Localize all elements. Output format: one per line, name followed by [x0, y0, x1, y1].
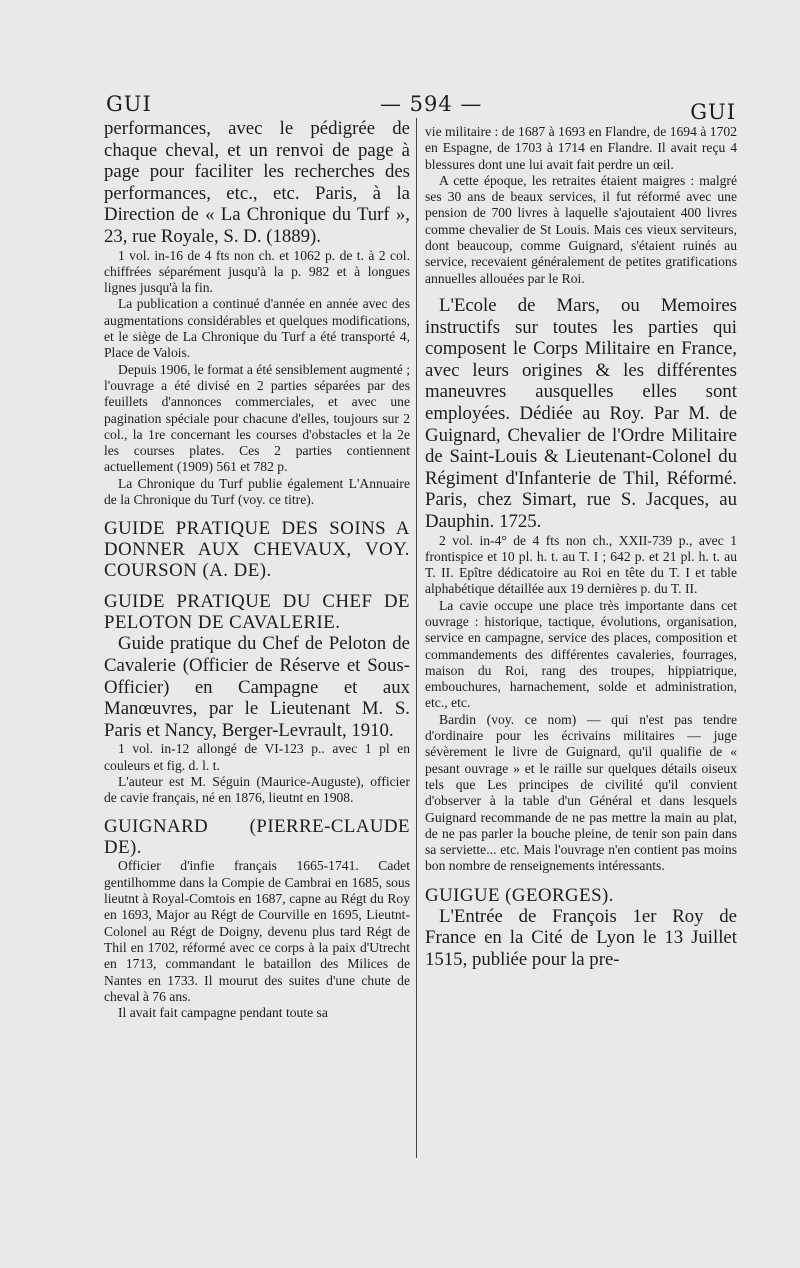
entry-biography: vie militaire : de 1687 à 1693 en Flandre, de 1694 à 1702 en Espagne, de 1703 à 1714 en Flandre. Il avait reçu 4 blessures dont une lui avait fait perdre un œil. — [425, 124, 737, 172]
entry-note: Bardin (voy. ce nom) — qui n'est pas tendre d'ordinaire pour les écrivains militaires — juge sévèrement le livre de Guignard, qu'il qualifie de « pesant ouvrage » et le raille sur quelques détails oiseux tels que Les principes de civilité qu'il convient d'observer à la table d'un Général et dans lesquels Guignard recommande de ne pas mettre la main au plat, de ne pas parler la bouche pleine, de tenir son pain dans sa serviette... etc. Mais l'ouvrage n'en contient pas moins bon nombre de renseignements intéressants. — [425, 711, 737, 874]
right-column — [425, 124, 737, 971]
entry-biography: A cette époque, les retraites étaient maigres : malgré ses 30 ans de beaux services, il fut réformé avec une pension de 700 livres à laquelle s'ajoutaient 400 livres comme chevalier de St Louis. Mais ces vieux serviteurs, dont beaucoup, comme Guignard, s'étaient ruinés au service, recevaient généralement de petites gratifications annuelles allouées par le Roi. — [425, 172, 737, 286]
entry-text: performances, avec le pédigrée de chaque cheval, et un renvoi de page à page pour faciliter les recherches des performances, etc., etc. Paris, à la Direction de « La Chronique du Turf », 23, rue Royale, S. D. (1889). — [104, 118, 410, 247]
entry-note: La cavie occupe une place très importante dans cet ouvrage : historique, tactique, évolutions, organisation, service en campagne, service des places, composition et commandements des différentes cavaleries, fourrages, maison du Roi, rang des troupes, hippiatrique, embouchures, harnachement, solde et administration, etc., etc. — [425, 597, 737, 711]
entry-heading: GUIDE PRATIQUE DU CHEF DE PELOTON DE CAVALERIE. — [104, 591, 410, 634]
page-number: — 594 — — [380, 92, 483, 116]
entry-title: Guide pratique du Chef de Peloton de Cavalerie (Officier de Réserve et Sous-Officier) en Campagne et aux Manœuvres, par le Lieutenant M. S. Paris et Nancy, Berger-Levrault, 1910. — [104, 633, 410, 741]
entry-note: La Chronique du Turf publie également L'Annuaire de la Chronique du Turf (voy. ce titre). — [104, 475, 410, 508]
running-head-left: GUI — [106, 92, 152, 116]
entry-title: L'Ecole de Mars, ou Memoires instructifs sur toutes les parties qui composent le Corps Militaire en France, avec leurs origines & les différentes maneuvres ausquelles elles sont employées. Dédiée au Roy. Par M. de Guignard, Chevalier de l'Ordre Militaire de Saint-Louis & Lieutenant-Colonel du Régiment d'Infanterie de Thil, Réformé. Paris, chez Simart, rue S. Jacques, au Dauphin. 1725. — [425, 294, 737, 532]
entry-biography: Officier d'infie français 1665-1741. Cadet gentilhomme dans la Compie de Cambrai en 1685, sous lieutnt à Royal-Comtois en 1687, capne au Régt du Roy en 1693, Major au Régt de Courville en 1695, Lieutnt-Colonel au Régt de Doigny, devenu plus tard Régt de Thil en 1702, réformé avec ce corps à la paix d'Utrecht en 1713, commandant le bataillon des Milices de Nantes en 1733. Il mourut des suites d'une chute de cheval à 76 ans. — [104, 858, 410, 1004]
entry-description: 1 vol. in-12 allongé de VI-123 p.. avec 1 pl en couleurs et fig. d. l. t. — [104, 741, 410, 773]
entry-note: L'auteur est M. Séguin (Maurice-Auguste), officier de cavie français, né en 1876, lieutnt en 1908. — [104, 773, 410, 806]
left-column — [104, 118, 410, 1021]
entry-note: La publication a continué d'année en année avec des augmentations considérables et quelques modifications, et le siège de La Chronique du Turf a été transporté 4, Place de Valois. — [104, 296, 410, 361]
entry-title: L'Entrée de François 1er Roy de France en la Cité de Lyon le 13 Juillet 1515, publiée pour la pre- — [425, 905, 737, 970]
column-rule — [416, 118, 417, 1158]
entry-heading: GUIDE PRATIQUE DES SOINS A DONNER AUX CHEVAUX, VOY. COURSON (A. DE). — [104, 518, 410, 582]
entry-description: 2 vol. in-4° de 4 fts non ch., XXII-739 p., avec 1 frontispice et 10 pl. h. t. au T. I ; 642 p. et 21 pl. h. t. au T. II. Epître dédicatoire au Roi en tête du T. I et table alphabétique détaillée aux 19 dernières p. du T. II. — [425, 532, 737, 597]
entry-heading: GUIGUE (GEORGES). — [425, 884, 614, 906]
entry-biography: Il avait fait campagne pendant toute sa — [118, 1005, 328, 1021]
running-head-right: GUI — [690, 100, 736, 124]
entry-description: 1 vol. in-16 de 4 fts non ch. et 1062 p. de t. à 2 col. chiffrées séparément jusqu'à la p. 982 et à longues lignes jusqu'à la fin. — [104, 247, 410, 296]
entry-heading: GUIGNARD (PIERRE-CLAUDE DE). — [104, 816, 410, 859]
entry-note: Depuis 1906, le format a été sensiblement augmenté ; l'ouvrage a été divisé en 2 parties séparées par des feuillets d'annonces commerciales, et avec une pagination spéciale pour chacune d'elles, toujours sur 2 col., la 1re concernant les courses d'obstacles et la 2e les courses plates. Ces 2 parties contiennent actuellement (1909) 561 et 782 p. — [104, 361, 410, 475]
